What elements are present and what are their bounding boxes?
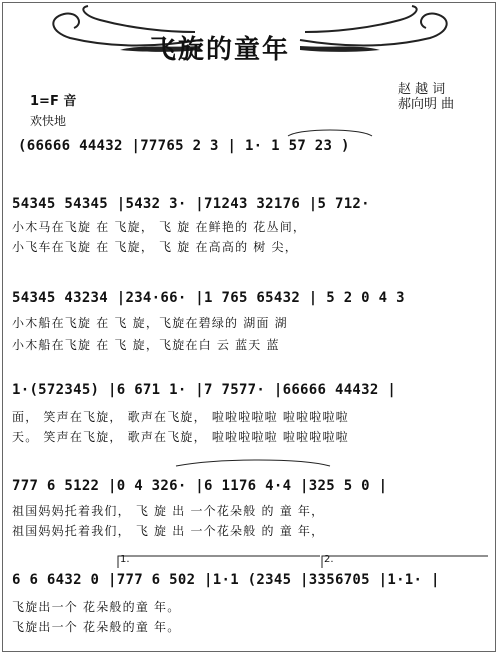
staff-notes-6: 6 6 6432 0 |777 6 502 |1·1 (2345 |3356705 |1·1· | [12, 572, 440, 588]
tempo-marking: 欢快地 [30, 114, 67, 128]
lyric-line-5b: 祖国妈妈托着我们， 飞 旋 出 一个花朵般 的 童 年， [12, 524, 325, 538]
volta-first: 1. [120, 554, 130, 565]
lyric-line-2b: 小飞车在飞旋 在 飞旋， 飞 旋 在高高的 树 尖， [12, 240, 298, 254]
staff-notes-5: 777 6 5122 |0 4 326· |6 1176 4·4 |325 5 0 | [12, 478, 388, 494]
key-signature: 1=F 音 [30, 94, 77, 109]
lyric-line-4b: 天。 笑声在飞旋， 歌声在飞旋， 啦啦啦啦啦 啦啦啦啦啦 [12, 430, 349, 444]
staff-notes-1: (66666 44432 |77765 2 3 | 1· 1 57 23 ) [18, 138, 350, 154]
lyric-line-3b: 小木船在飞旋 在 飞 旋，飞旋在白 云 蓝天 蓝 [12, 338, 280, 352]
lyric-line-6a: 飞旋出一个 花朵般的童 年。 [12, 600, 181, 614]
lyric-line-6b: 飞旋出一个 花朵般的童 年。 [12, 620, 181, 634]
volta-second: 2. [324, 554, 334, 565]
staff-notes-4: 1·(572345) |6 671 1· |7 7577· |66666 44432 | [12, 382, 397, 398]
composer-credit: 郝向明 曲 [398, 97, 455, 112]
lyric-line-3a: 小木船在飞旋 在 飞 旋，飞旋在碧绿的 湖面 湖 [12, 316, 288, 330]
staff-notes-3: 54345 43234 |234·66· |1 765 65432 | 5 2 0 4 3 [12, 290, 405, 306]
song-title: 飞旋的童年 [150, 35, 291, 65]
staff-notes-2: 54345 54345 |5432 3· |71243 32176 |5 712· [12, 196, 370, 212]
lyricist-credit: 赵 越 词 [398, 82, 446, 97]
lyric-line-4a: 面， 笑声在飞旋， 歌声在飞旋， 啦啦啦啦啦 啦啦啦啦啦 [12, 410, 349, 424]
lyric-line-5a: 祖国妈妈托着我们， 飞 旋 出 一个花朵般 的 童 年， [12, 504, 325, 518]
lyric-line-2a: 小木马在飞旋 在 飞旋， 飞 旋 在鲜艳的 花丛间， [12, 220, 307, 234]
